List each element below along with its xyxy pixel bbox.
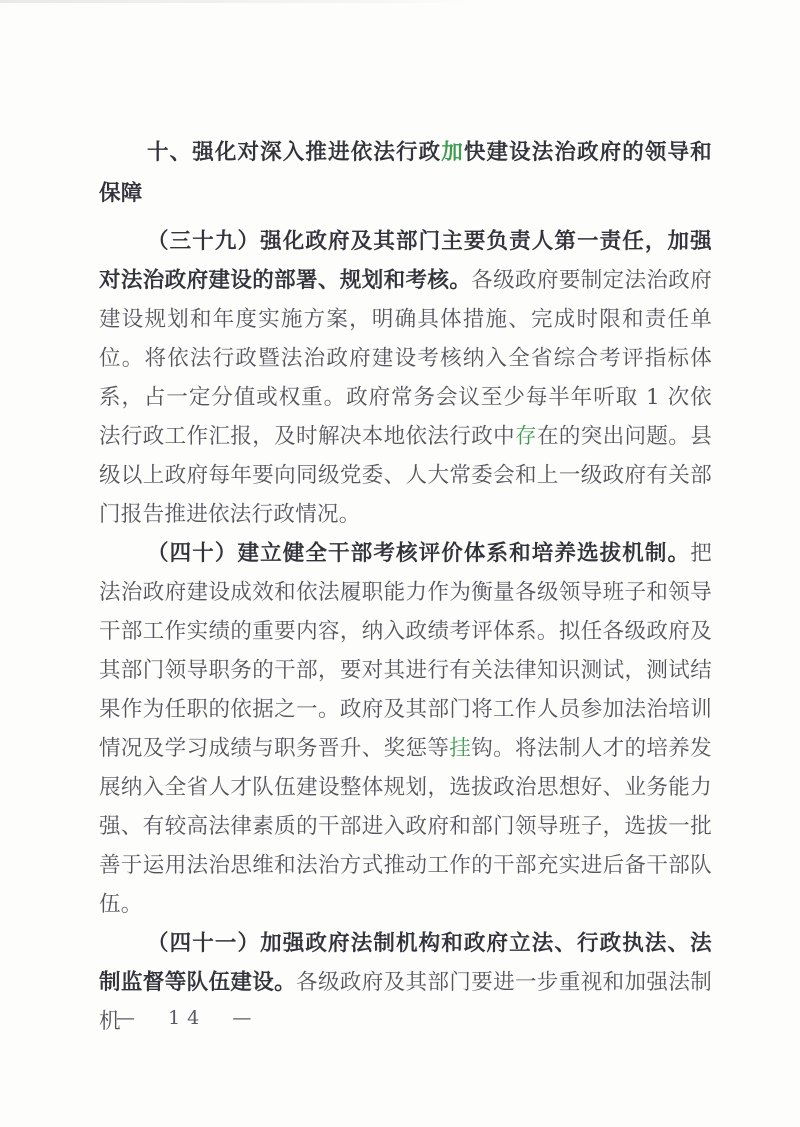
body-text-run: 各级政府及其部门要进一步重视和加强法制机 xyxy=(99,970,713,1034)
body-text-run: 钩。将法制人才的培养发展纳入全省人才队伍建设整体规划，选拔政治思想好、业务能力强、有较高法律素质的干部进入政府和部门领导班子，选拔一批善于运用法治思维和法治方式推动工作的干部充实进后备干部队伍。 xyxy=(99,736,712,917)
green-artifact-char: 加 xyxy=(441,140,464,165)
document-body xyxy=(99,132,712,1041)
paragraph-item-39 xyxy=(99,222,712,534)
section-heading xyxy=(99,132,712,214)
green-artifact-char: 挂 xyxy=(449,736,472,761)
bold-lead-sentence: （三十九）强化政府及其部门主要负责人第一责任，加强对法治政府建设的部署、规划和考核。 xyxy=(99,229,712,293)
bold-lead-sentence: 快建设法治政府的领导和保障 xyxy=(99,140,712,206)
body-text-run: 把法治政府建设成效和依法履职能力作为衡量各级领导班子和领导干部工作实绩的重要内容，纳入政绩考评体系。拟任各级政府及其部门领导职务的干部，要对其进行有关法律知识测试，测试结果作为任职的依据之一。政府及其部门将工作人员参加法治培训情况及学习成绩与职务晋升、奖惩等 xyxy=(99,541,712,761)
paragraph-item-40 xyxy=(99,534,712,924)
body-text-run: 在的突出问题。县级以上政府每年要向同级党委、人大常委会和上一级政府有关部门报告推进依法行政情况。 xyxy=(99,424,713,527)
body-text-run: 各级政府要制定法治政府建设规划和年度实施方案，明确具体措施、完成时限和责任单位。将依法行政暨法治政府建设考核纳入全省综合考评指标体系，占一定分值或权重。政府常务会议至少每半年听取 1 次依法行政工作汇报，及时解决本地依法行政中 xyxy=(99,268,712,449)
bold-lead-sentence: （四十）建立健全干部考核评价体系和培养选拔机制。 xyxy=(147,541,691,566)
green-artifact-char: 存 xyxy=(515,424,537,449)
bold-lead-sentence: （四十一）加强政府法制机构和政府立法、行政执法、法制监督等队伍建设。 xyxy=(99,931,712,995)
bold-lead-sentence: 十、强化对深入推进依法行政 xyxy=(147,140,442,165)
page-number: — 14 — xyxy=(116,1007,259,1029)
scan-edge-artifact xyxy=(0,0,470,3)
